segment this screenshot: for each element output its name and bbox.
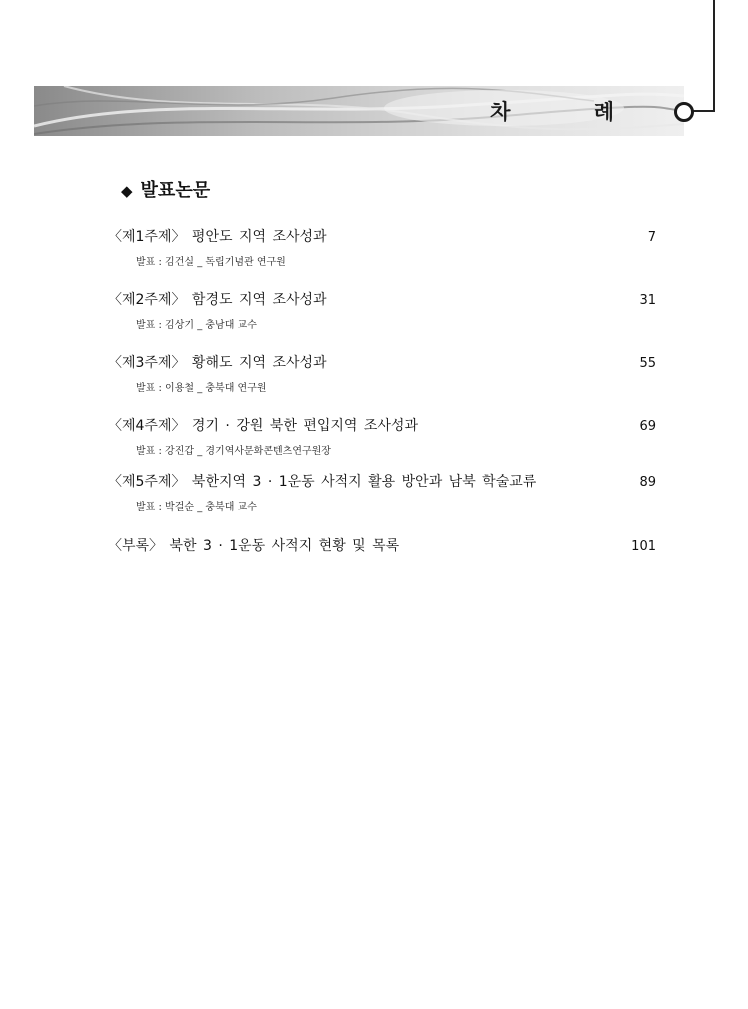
toc-entry-presenter: 발표 : 김건실 _ 독립기념관 연구원: [136, 257, 286, 268]
toc-entry-page: 101: [631, 539, 656, 554]
toc-entry-page: 7: [647, 230, 656, 245]
corner-rule-vertical: [713, 0, 715, 110]
table-of-contents: [108, 226, 656, 555]
page-title: 차 례: [490, 100, 652, 124]
toc-entry-title[interactable]: 〈제3주제〉 황해도 지역 조사성과: [108, 355, 327, 371]
toc-entry-page: 55: [639, 356, 656, 371]
toc-entry-presenter: 발표 : 강진갑 _ 경기역사문화콘텐츠연구원장: [136, 446, 331, 457]
toc-entry-page: 69: [639, 419, 656, 434]
toc-entry-presenter: 발표 : 김상기 _ 충남대 교수: [136, 320, 257, 331]
header-banner: [34, 86, 684, 136]
toc-entry-page: 89: [639, 475, 656, 490]
toc-entry-title[interactable]: 〈제5주제〉 북한지역 3 · 1운동 사적지 활용 방안과 남북 학술교류: [108, 474, 537, 490]
toc-entry-title[interactable]: 〈제1주제〉 평안도 지역 조사성과: [108, 229, 327, 245]
toc-entry[interactable]: [108, 471, 656, 535]
toc-entry-presenter: 발표 : 이용철 _ 충북대 연구원: [136, 383, 267, 394]
ring-icon: [674, 102, 694, 122]
toc-entry-page: 31: [639, 293, 656, 308]
toc-entry[interactable]: [108, 535, 656, 555]
toc-entry-presenter: 발표 : 박걸순 _ 충북대 교수: [136, 502, 257, 513]
toc-entry[interactable]: [108, 415, 656, 471]
toc-entry[interactable]: [108, 289, 656, 352]
toc-entry[interactable]: [108, 352, 656, 415]
toc-entry-title[interactable]: 〈부록〉 북한 3 · 1운동 사적지 현황 및 목록: [108, 538, 400, 554]
toc-entry[interactable]: [108, 226, 656, 289]
section-heading: [121, 176, 210, 202]
section-title: 발표논문: [140, 180, 211, 201]
diamond-icon: ◆: [121, 182, 133, 200]
toc-entry-title[interactable]: 〈제4주제〉 경기 · 강원 북한 편입지역 조사성과: [108, 418, 418, 434]
toc-entry-title[interactable]: 〈제2주제〉 함경도 지역 조사성과: [108, 292, 327, 308]
